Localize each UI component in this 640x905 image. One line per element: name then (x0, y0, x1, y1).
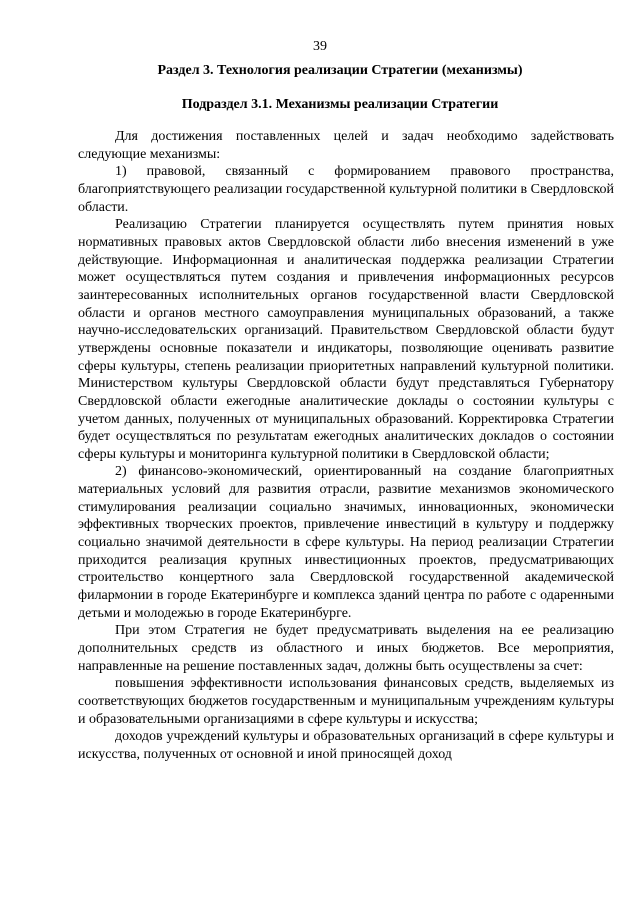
paragraph-intro: Для достижения поставленных целей и задач необходимо задействовать следующие механизмы: (78, 129, 614, 162)
paragraph-income: доходов учреждений культуры и образовательных организаций в сфере культуры и искусства, полученных от основной и иной приносящей доход (78, 729, 614, 762)
paragraph-efficiency: повышения эффективности использования финансовых средств, выделяемых из соответствующих бюджетов государственным и муниципальным учреждениям культуры и образовательными организациями в сфере культуры и искусства; (78, 676, 614, 727)
subsection-title: Подраздел 3.1. Механизмы реализации Стратегии (181, 97, 499, 112)
body-text (78, 128, 614, 764)
paragraph-legal-mechanism: 1) правовой, связанный с формированием правового пространства, благоприятствующего реализации государственной культурной политики в Свердловской области. (78, 164, 614, 215)
section-title: Раздел 3. Технология реализации Стратегии (механизмы) (157, 63, 523, 78)
page-number: 39 (313, 39, 327, 54)
paragraph-financial-mechanism: 2) финансово-экономический, ориентированный на создание благоприятных материальных условий для развития отрасли, развитие механизмов экономического стимулирования реализации социально значимых, инновационных, экономически эффективных творческих проектов, привлечение инвестиций в культуру и поддержку социально значимой деятельности в сфере культуры. На период реализации Стратегии приходится реализация крупных инвестиционных проектов, предусматривающих строительство концертного зала Свердловской государственной академической филармонии в городе Екатеринбурге и комплекса зданий центра по работе с одаренными детьми и молодежью в городе Екатеринбурге. (78, 464, 614, 621)
paragraph-strategy-implementation: Реализацию Стратегии планируется осуществлять путем принятия новых нормативных правовых актов Свердловской области либо внесения изменений в уже действующие. Информационная и аналитическая поддержка реализации Стратегии может осуществляться путем создания и привлечения информационных ресурсов заинтересованных исполнительных органов государственной власти Свердловской области и органов местного самоуправления муниципальных образований, а также научно-исследовательских организаций. Правительством Свердловской области будут утверждены основные показатели и индикаторы, позволяющие оценивать развитие сферы культуры, степень реализации приоритетных направлений культурной политики. Министерством культуры Свердловской области будут представляться Губернатору Свердловской области ежегодные аналитические доклады о состоянии культуры с учетом данных, полученных от муниципальных образований. Корректировка Стратегии будет осуществляться по результатам ежегодных аналитических докладов о состоянии сферы культуры и мониторинга культурной политики в Свердловской области; (78, 217, 614, 462)
paragraph-funding-note: При этом Стратегия не будет предусматривать выделения на ее реализацию дополнительных средств из областного и иных бюджетов. Все мероприятия, направленные на решение поставленных задач, должны быть осуществлены за счет: (78, 623, 614, 674)
